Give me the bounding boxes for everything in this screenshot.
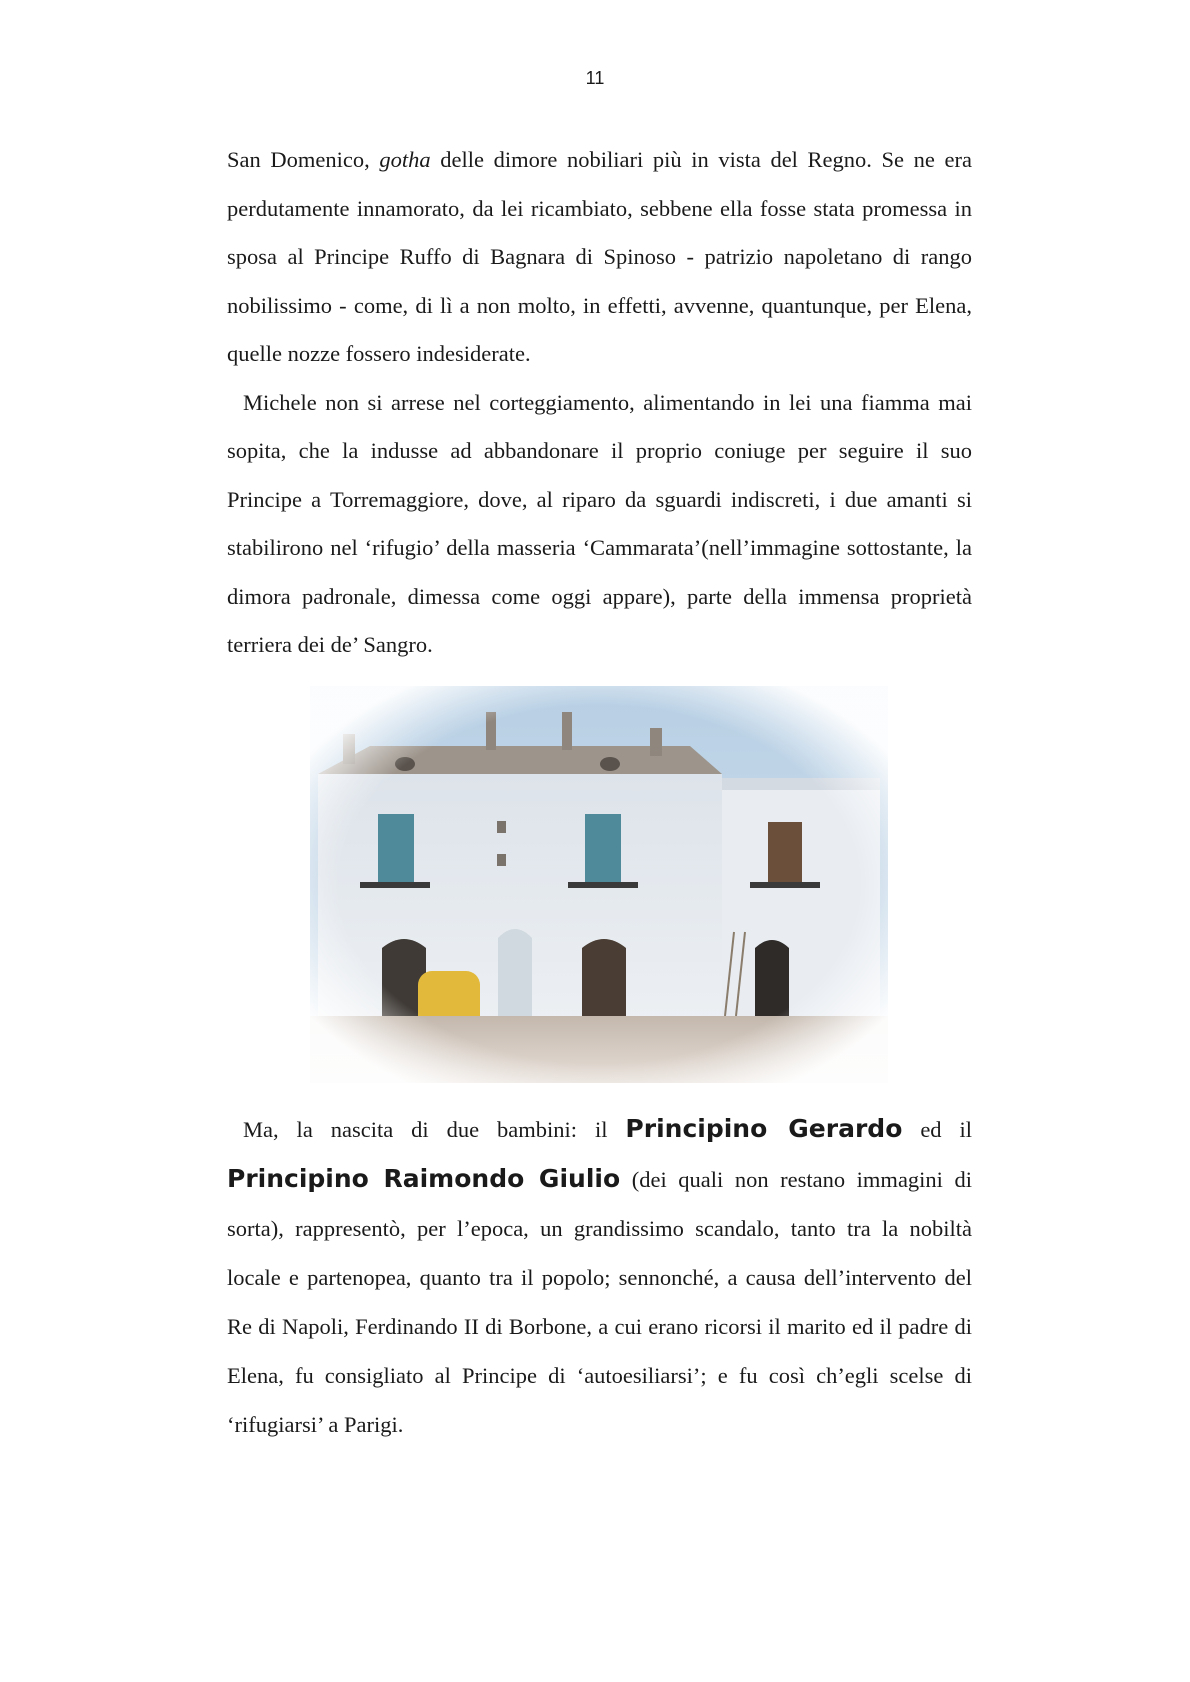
lower-text (227, 1104, 972, 1449)
page-number: 11 (585, 68, 605, 88)
masseria-cammarata-photo (310, 686, 888, 1083)
paragraph-3-text-c: (dei quali non restano immagini di sorta), rappresentò, per l’epoca, un grandissimo scandalo, tanto tra la nobiltà locale e partenopea, quanto tra il popolo; sennonché, a causa dell’intervento del Re di Napoli, Ferdinando II di Borbone, a cui erano ricorsi il marito ed il padre di Elena, fu consigliato al Principe di ‘autoesiliarsi’; e fu così ch’egli scelse di ‘rifugiarsi’ a Parigi. (227, 1167, 972, 1437)
paragraph-1-text-b: delle dimore nobiliari più in vista del Regno. Se ne era perdutamente innamorato, da lei ricambiato, sebbene ella fosse stata promessa in sposa al Principe Ruffo di Bagnara di Spinoso - patrizio napoletano di rango nobilissimo - come, di lì a non molto, in effetti, avvenne, quantunque, per Elena, quelle nozze fossero indesiderate. (227, 147, 972, 366)
paragraph-2: Michele non si arrese nel corteggiamento, alimentando in lei una fiamma mai sopita, che la indusse ad abbandonare il proprio coniuge per seguire il suo Principe a Torremaggiore, dove, al riparo da sguardi indiscreti, i due amanti si stabilirono nel ‘rifugio’ della masseria ‘Cammarata’(nell’immagine sottostante, la dimora padronale, dimessa come oggi appare), parte della immensa proprietà terriera dei de’ Sangro. (227, 389, 972, 657)
name-raimondo-giulio: Principino Raimondo Giulio (227, 1164, 621, 1193)
paragraph-1 (227, 136, 972, 379)
name-gerardo: Principino Gerardo (625, 1114, 903, 1143)
paragraph-1-text-a: San Domenico, (227, 147, 380, 172)
paragraph-3-text-a: Ma, la nascita di due bambini: il (243, 1117, 626, 1142)
paragraph-3-text-b: ed il (902, 1117, 973, 1142)
upper-text (227, 136, 972, 670)
paragraph-1-italic: gotha (379, 147, 431, 172)
paragraph-3 (227, 1104, 972, 1449)
